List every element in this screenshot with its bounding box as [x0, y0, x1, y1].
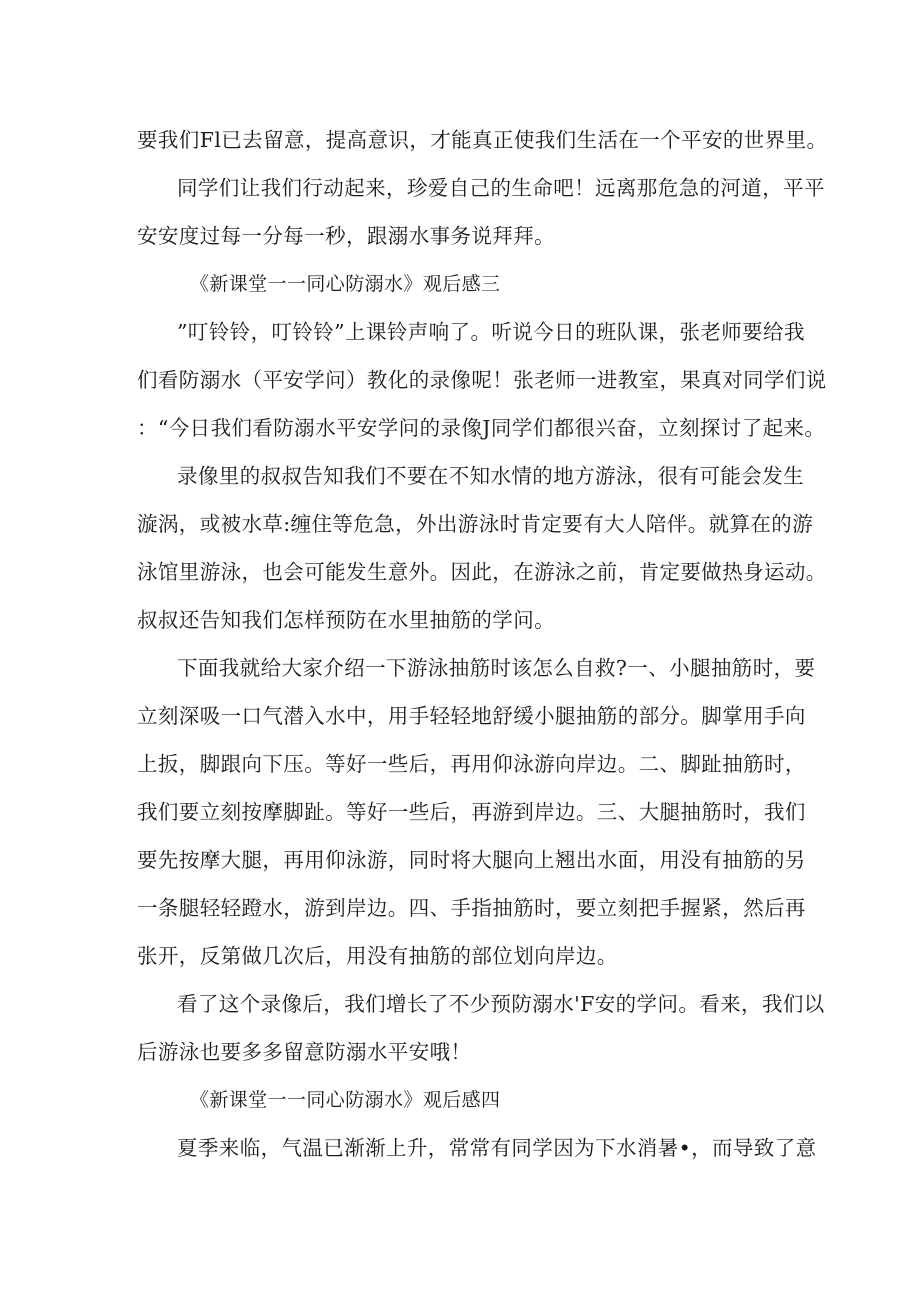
text-line: 一条腿轻轻蹬水，游到岸边。四、手指抽筋时，要立刻把手握紧，然后再: [137, 896, 806, 920]
text-line: 泳馆里游泳，也会可能发生意外。因此，在游泳之前，肯定要做热身运动。: [137, 560, 827, 584]
text-line: 立刻深吸一口气潜入水中，用手轻轻地舒缓小腿抽筋的部分。脚掌用手向: [137, 704, 806, 728]
text-line: 叔叔还告知我们怎样预防在水里抽筋的学问。: [137, 608, 555, 632]
text-line: 安安度过每一分每一秒，跟溺水事务说拜拜。: [137, 224, 555, 248]
text-line: 要先按摩大腿，再用仰泳游，同时将大腿向上翘出水面，用没有抽筋的另: [137, 848, 806, 872]
text-line: 要我们Fl已去留意，提高意识，才能真正使我们生活在一个平安的世界里。: [137, 128, 828, 152]
text-line: 我们要立刻按摩脚趾。等好一些后，再游到岸边。三、大腿抽筋时，我们: [137, 800, 806, 824]
text-line: 同学们让我们行动起来，珍爱自己的生命吧！远离那危急的河道，平平: [177, 176, 825, 200]
text-line: 漩涡，或被水草:缠住等危急，外出游泳时肯定要有大人陪伴。就算在的游: [137, 512, 814, 536]
text-line: 张开，反第做几次后，用没有抽筋的部位划向岸边。: [137, 944, 618, 968]
text-line: ：“今日我们看防溺水平安学问的录像J同学们都很兴奋，立刻探讨了起来。: [137, 416, 826, 440]
text-line: ”叮铃铃，叮铃铃”上课铃声响了。听说今日的班队课，张老师要给我: [177, 320, 805, 344]
text-line: 看了这个录像后，我们增长了不少预防溺水'F安的学问。看来，我们以: [177, 992, 825, 1016]
text-line: 录像里的叔叔告知我们不要在不知水情的地方游泳，很有可能会发生: [177, 464, 804, 488]
section-heading: 《新课堂一一同心防溺水》观后感三: [190, 273, 501, 295]
text-line: 上扳，脚跟向下压。等好一些后，再用仰泳游向岸边。二、脚趾抽筋时，: [137, 752, 806, 776]
text-line: 夏季来临，气温已渐渐上升，常常有同学因为下水消暑•，而导致了意: [177, 1136, 817, 1160]
section-heading: 《新课堂一一同心防溺水》观后感四: [190, 1089, 501, 1111]
text-line: 们看防溺水（平安学问）教化的录像呢！张老师一进教室，果真对同学们说: [137, 368, 827, 392]
text-line: 下面我就给大家介绍一下游泳抽筋时该怎么自救?一、小腿抽筋时，要: [177, 656, 816, 680]
text-line: 后游泳也要多多留意防溺水平安哦！: [137, 1040, 472, 1064]
